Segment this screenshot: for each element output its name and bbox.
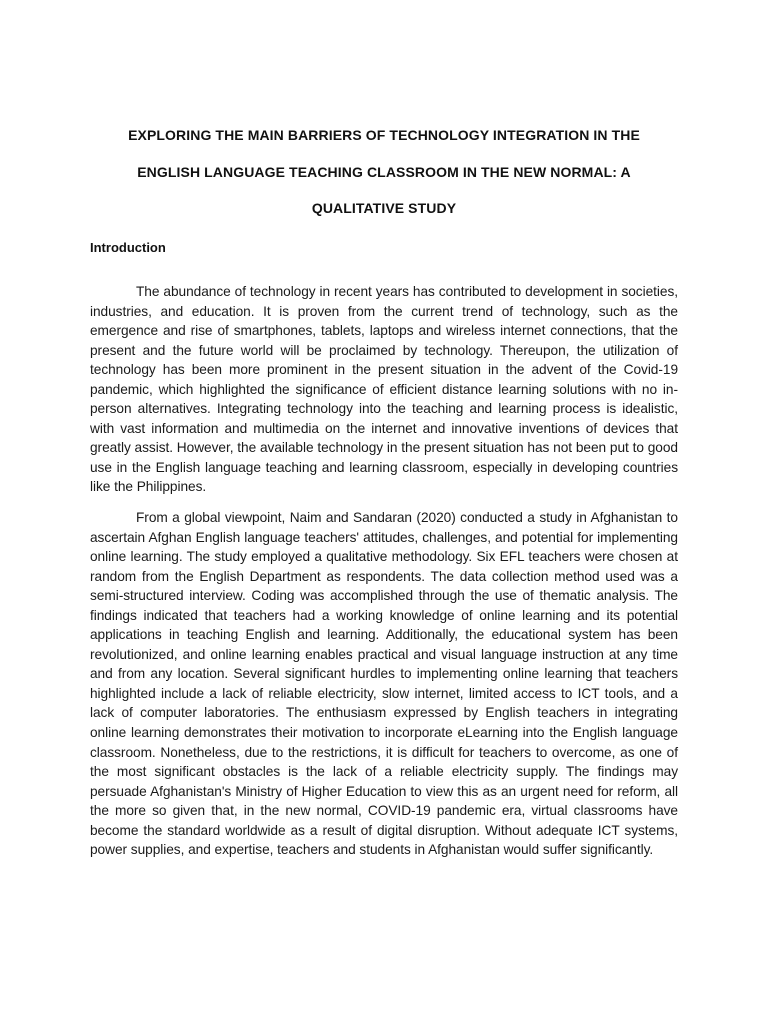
title-line-2: ENGLISH LANGUAGE TEACHING CLASSROOM IN THE NEW NORMAL: A (137, 163, 631, 180)
paragraph-2: From a global viewpoint, Naim and Sandaran (2020) conducted a study in Afghanistan to ascertain Afghan English language teachers' attitudes, challenges, and potential for implementing online learning. The study employed a qualitative methodology. Six EFL teachers were chosen at random from the English Department as respondents. The data collection method used was a semi-structured interview. Coding was accomplished through the use of thematic analysis. The findings indicated that teachers had a working knowledge of online learning and its potential applications in teaching English and learning. Additionally, the educational system has been revolutionized, and online learning enables practical and visual language instruction at any time and from any location. Several significant hurdles to implementing online learning that teachers highlighted include a lack of reliable electricity, slow internet, limited access to ICT tools, and a lack of computer laboratories. The enthusiasm expressed by English teachers in integrating online learning demonstrates their motivation to incorporate eLearning into the English language classroom. Nonetheless, due to the restrictions, it is difficult for teachers to overcome, as one of the most significant obstacles is the lack of a reliable electricity supply. The findings may persuade Afghanistan's Ministry of Higher Education to view this as an urgent need for reform, all the more so given that, in the new normal, COVID-19 pandemic era, virtual classrooms have become the standard worldwide as a result of digital disruption. Without adequate ICT systems, power supplies, and expertise, teachers and students in Afghanistan would suffer significantly. (90, 510, 678, 858)
document-title (90, 117, 678, 227)
section-heading: Introduction (90, 240, 166, 255)
title-line-1: EXPLORING THE MAIN BARRIERS OF TECHNOLOGY INTEGRATION IN THE (128, 127, 640, 143)
paragraph-1: The abundance of technology in recent years has contributed to development in societies, industries, and education. It is proven from the current trend of technology, such as the emergence and rise of smartphones, tablets, laptops and wireless internet connections, that the present and the future world will be proclaimed by technology. Thereupon, the utilization of technology has been more prominent in the present situation in the advent of the Covid-19 pandemic, which highlighted the significance of efficient distance learning solutions with no in-person alternatives. Integrating technology into the teaching and learning process is idealistic, with vast information and multimedia on the internet and innovative inventions of devices that greatly assist. However, the available technology in the present situation has not been put to good use in the English language teaching and learning classroom, especially in developing countries like the Philippines. (90, 284, 678, 495)
document-body (90, 282, 678, 860)
title-line-3: QUALITATIVE STUDY (311, 200, 457, 216)
